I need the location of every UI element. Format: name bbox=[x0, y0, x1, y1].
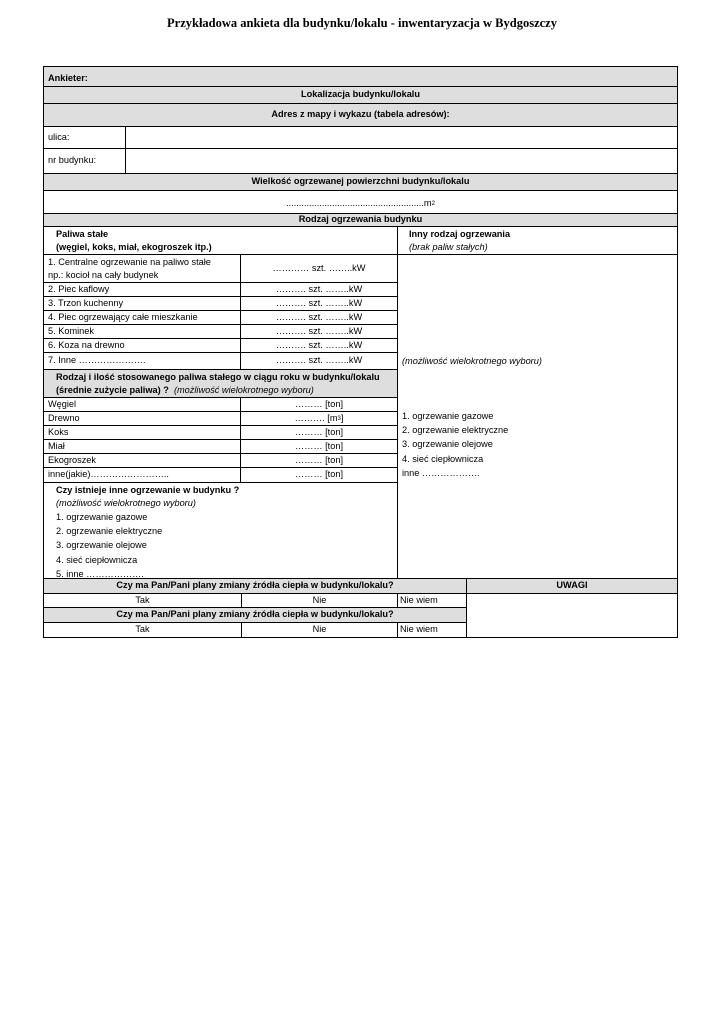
answer-nie-label: Nie bbox=[312, 594, 327, 605]
answer-nie-label: Nie bbox=[312, 624, 327, 635]
fuel-row-value[interactable] bbox=[240, 439, 398, 454]
heating-row-value[interactable] bbox=[240, 296, 398, 311]
ankieter-label: Ankieter: bbox=[48, 72, 88, 83]
fuel-row-value[interactable] bbox=[240, 425, 398, 440]
wielkosc-header-text: Wielkość ogrzewanej powierzchni budynku/lokalu bbox=[251, 176, 470, 187]
fuel-header bbox=[43, 369, 398, 398]
document-title: Przykładowa ankieta dla budynku/lokalu - inwentaryzacja w Bydgoszczy bbox=[167, 16, 557, 30]
heating-row-value[interactable] bbox=[240, 324, 398, 339]
heating-row-value-text: ………. szt. ……..kW bbox=[275, 311, 363, 322]
fuel-header-line2: (średnie zużycie paliwa) ? bbox=[56, 385, 169, 395]
inny-subtitle: (brak paliw stałych) bbox=[409, 241, 488, 252]
heating-row-label bbox=[43, 310, 241, 325]
other-heating-option[interactable]: 3. ogrzewanie olejowe bbox=[56, 540, 147, 551]
plans-question bbox=[43, 607, 467, 623]
fuel-row-label-text: Ekogroszek bbox=[48, 454, 97, 465]
fuel-row-label-text: Koks bbox=[48, 426, 69, 437]
fuel-row-value[interactable] bbox=[240, 467, 398, 483]
answer-nie-wiem-label: Nie wiem bbox=[400, 624, 438, 635]
answer-nie[interactable] bbox=[241, 622, 398, 638]
fuel-row-value[interactable]: ………. [m 3 ] bbox=[240, 411, 398, 426]
paliwa-subtitle: (węgiel, koks, miał, ekogroszek itp.) bbox=[56, 241, 212, 252]
answer-nie-wiem[interactable] bbox=[397, 622, 467, 638]
heating-row-value[interactable] bbox=[240, 338, 398, 353]
answer-nie-wiem-label: Nie wiem bbox=[400, 594, 438, 605]
paliwa-title: Paliwa stałe bbox=[56, 229, 109, 239]
heating-row-label bbox=[43, 352, 241, 370]
survey-form bbox=[43, 66, 678, 638]
fuel-row-label bbox=[43, 411, 241, 426]
fuel-row-label bbox=[43, 439, 241, 454]
fuel-row-value-text: ……… [ton] bbox=[295, 440, 343, 451]
area-field[interactable]: ......................................................m 2 bbox=[43, 190, 678, 214]
heating-row-value-text: ………. szt. ……..kW bbox=[275, 283, 363, 294]
lokalizacja-header-text: Lokalizacja budynku/lokalu bbox=[301, 89, 420, 100]
heating-row-value-text: ………. szt. ……..kW bbox=[275, 297, 363, 308]
inny-option[interactable]: 2. ogrzewanie elektryczne bbox=[402, 425, 509, 436]
heating-row-value-text: ………… szt. ……..kW bbox=[272, 262, 366, 273]
heating-row-label-text: 5. Kominek bbox=[48, 325, 94, 336]
fuel-row-unit-tail: ] bbox=[340, 412, 344, 423]
other-heating-block[interactable] bbox=[43, 482, 398, 579]
heating-row-label-text: 6. Koza na drewno bbox=[48, 339, 125, 350]
nr-budynku-label-cell bbox=[43, 148, 126, 174]
nr-budynku-field[interactable] bbox=[125, 148, 678, 174]
fuel-row-value-text: ……… [ton] bbox=[295, 426, 343, 437]
fuel-row-label-text: Miał bbox=[48, 440, 65, 451]
heating-row-label-text: 7. Inne …………………. bbox=[48, 355, 146, 366]
heating-row-value[interactable] bbox=[240, 282, 398, 297]
heating-row-value[interactable] bbox=[240, 310, 398, 325]
uwagi-label: UWAGI bbox=[556, 580, 588, 591]
fuel-row-value-text: ……… [ton] bbox=[295, 469, 343, 480]
ulica-label: ulica: bbox=[48, 131, 70, 142]
lokalizacja-header bbox=[43, 86, 678, 104]
other-heating-option[interactable]: 1. ogrzewanie gazowe bbox=[56, 512, 148, 522]
ankieter-row[interactable] bbox=[43, 66, 678, 87]
heating-row-label bbox=[43, 338, 241, 353]
heating-row-label-text: 2. Piec kaflowy bbox=[48, 283, 110, 294]
ulica-field[interactable] bbox=[125, 126, 678, 149]
fuel-row-label bbox=[43, 453, 241, 468]
heating-row-label-line1: 1. Centralne ogrzewanie na paliwo stałe bbox=[48, 257, 211, 267]
inny-option[interactable]: 1. ogrzewanie gazowe bbox=[402, 411, 494, 421]
other-heating-option[interactable]: 2. ogrzewanie elektryczne bbox=[56, 526, 163, 537]
heating-row-value-text: ………. szt. ……..kW bbox=[275, 355, 363, 366]
fuel-row-label bbox=[43, 467, 241, 483]
heating-row-value[interactable] bbox=[240, 352, 398, 370]
fuel-row-value-text: ……… [ton] bbox=[295, 398, 343, 409]
heating-row-label bbox=[43, 296, 241, 311]
inny-title: Inny rodzaj ogrzewania bbox=[409, 229, 511, 239]
heating-row-label-line2: np.: kocioł na cały budynek bbox=[48, 270, 159, 280]
heating-row-label-text: 4. Piec ogrzewający całe mieszkanie bbox=[48, 311, 198, 322]
heating-row-label bbox=[43, 324, 241, 339]
fuel-row-label-text: inne(jakie)…………………….. bbox=[48, 469, 169, 480]
fuel-row-value-text: ………. [m bbox=[294, 412, 338, 423]
fuel-row-label-text: Drewno bbox=[48, 412, 80, 423]
fuel-row-value[interactable] bbox=[240, 453, 398, 468]
other-heating-question: Czy istnieje inne ogrzewanie w budynku ? bbox=[56, 485, 240, 495]
heating-row-value[interactable] bbox=[240, 254, 398, 283]
plans-question-text: Czy ma Pan/Pani plany zmiany źródła ciepła w budynku/lokalu? bbox=[116, 609, 394, 620]
paliwa-header bbox=[43, 226, 398, 255]
other-heating-note: (możliwość wielokrotnego wyboru) bbox=[56, 498, 196, 508]
adres-header-text: Adres z mapy i wykazu (tabela adresów): bbox=[271, 109, 450, 120]
fuel-row-value-text: ……… [ton] bbox=[295, 454, 343, 465]
other-heating-option[interactable]: 4. sieć ciepłownicza bbox=[56, 554, 138, 565]
answer-tak-label: Tak bbox=[135, 594, 150, 605]
inny-option[interactable]: 4. sieć ciepłownicza bbox=[402, 453, 484, 464]
heating-row-label bbox=[43, 254, 241, 283]
answer-tak[interactable] bbox=[43, 622, 242, 638]
uwagi-field[interactable] bbox=[466, 593, 678, 638]
other-heating-option[interactable]: 5. inne ………………. bbox=[56, 568, 144, 579]
fuel-row-label bbox=[43, 425, 241, 440]
fuel-row-label-text: Węgiel bbox=[48, 398, 77, 409]
fuel-header-note: (możliwość wielokrotnego wyboru) bbox=[173, 385, 314, 395]
heating-row-label-text: 3. Trzon kuchenny bbox=[48, 297, 124, 308]
fuel-row-value[interactable] bbox=[240, 397, 398, 412]
inny-wybor-note: (możliwość wielokrotnego wyboru) bbox=[402, 356, 542, 366]
uwagi-header bbox=[466, 578, 678, 594]
answer-tak-label: Tak bbox=[135, 624, 150, 635]
fuel-row-label bbox=[43, 397, 241, 412]
rodzaj-header-text: Rodzaj ogrzewania budynku bbox=[298, 214, 423, 225]
heating-row-label bbox=[43, 282, 241, 297]
answer-tak[interactable] bbox=[43, 593, 242, 608]
area-dots: ......................................................m bbox=[286, 198, 432, 209]
heating-row-value-text: ………. szt. ……..kW bbox=[275, 325, 363, 336]
nr-budynku-label: nr budynku: bbox=[48, 155, 97, 166]
heating-row-value-text: ………. szt. ……..kW bbox=[275, 339, 363, 350]
inny-block[interactable] bbox=[397, 254, 678, 579]
plans-question bbox=[43, 578, 467, 594]
inny-header bbox=[397, 226, 678, 255]
adres-header bbox=[43, 103, 678, 127]
inny-option[interactable]: inne ………………. bbox=[402, 467, 480, 478]
ulica-label-cell bbox=[43, 126, 126, 149]
inny-option[interactable]: 3. ogrzewanie olejowe bbox=[402, 439, 493, 450]
wielkosc-header bbox=[43, 173, 678, 191]
plans-question-text: Czy ma Pan/Pani plany zmiany źródła ciepła w budynku/lokalu? bbox=[116, 580, 394, 591]
answer-nie[interactable] bbox=[241, 593, 398, 608]
answer-nie-wiem[interactable] bbox=[397, 593, 467, 608]
fuel-header-line1: Rodzaj i ilość stosowanego paliwa stałego w ciągu roku w budynku/lokalu bbox=[56, 372, 380, 382]
rodzaj-header bbox=[43, 213, 678, 227]
